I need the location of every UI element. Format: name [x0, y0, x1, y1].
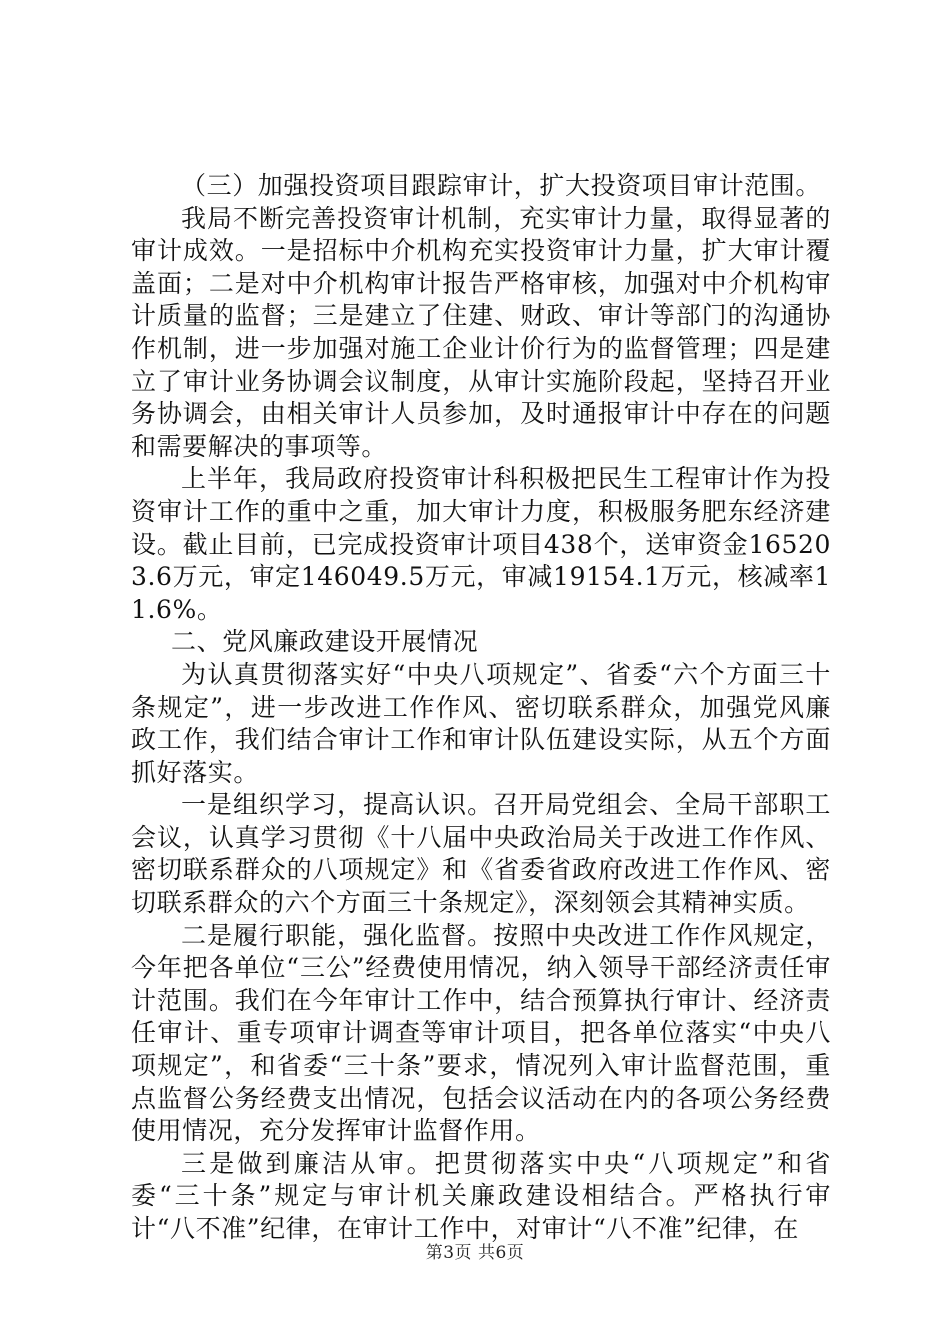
document-body	[131, 170, 831, 1246]
paragraph-organize-study: 一是组织学习，提高认识。召开局党组会、全局干部职工会议，认真学习贯彻《十八届中央政治局关于改进工作作风、密切联系群众的八项规定》和《省委省政府改进工作作风、密切联系群众的六个方面三十条规定》，深刻领会其精神实质。	[131, 790, 831, 918]
section-two-heading: 二、党风廉政建设开展情况	[171, 627, 479, 657]
paragraph-eight-regulations: 为认真贯彻落实好“中央八项规定”、省委“六个方面三十条规定”，进一步改进工作作风、密切联系群众，加强党风廉政工作，我们结合审计工作和审计队伍建设实际，从五个方面抓好落实。	[131, 659, 831, 787]
paragraph-clean-audit: 三是做到廉洁从审。把贯彻落实中央“八项规定”和省委“三十条”规定与审计机关廉政建设相结合。严格执行审计“八不准”纪律，在审计工作中，对审计“八不准”纪律，在	[131, 1148, 831, 1243]
paragraph-section-three-heading: （三）加强投资项目跟踪审计，扩大投资项目审计范围。	[181, 171, 822, 200]
paragraph-perform-duties: 二是履行职能，强化监督。按照中央改进工作作风规定，今年把各单位“三公”经费使用情况，纳入领导干部经济责任审计范围。我们在今年审计工作中，结合预算执行审计、经济责任审计、重专项审计调查等审计项目，把各单位落实“中央八项规定”，和省委“三十条”要求，情况列入审计监督范围，重点监督公务经费支出情况，包括会议活动在内的各项公务经费使用情况，充分发挥审计监督作用。	[131, 920, 831, 1146]
page-number-footer: 第3页 共6页	[425, 1243, 525, 1263]
paragraph-investment-audit-mechanism: 我局不断完善投资审计机制，充实审计力量，取得显著的审计成效。一是招标中介机构充实投资审计力量，扩大审计覆盖面；二是对中介机构审计报告严格审核，加强对中介机构审计质量的监督；三是建立了住建、财政、审计等部门的沟通协作机制，进一步加强对施工企业计价行为的监督管理；四是建立了审计业务协调会议制度，从审计实施阶段起，坚持召开业务协调会，由相关审计人员参加，及时通报审计中存在的问题和需要解决的事项等。	[131, 203, 831, 461]
paragraph-first-half-results: 上半年，我局政府投资审计科积极把民生工程审计作为投资审计工作的重中之重，加大审计力度，积极服务肥东经济建设。截止目前，已完成投资审计项目438个，送审资金165203.6万元，审定146049.5万元，审减19154.1万元，核减率11.6%。	[131, 464, 831, 624]
